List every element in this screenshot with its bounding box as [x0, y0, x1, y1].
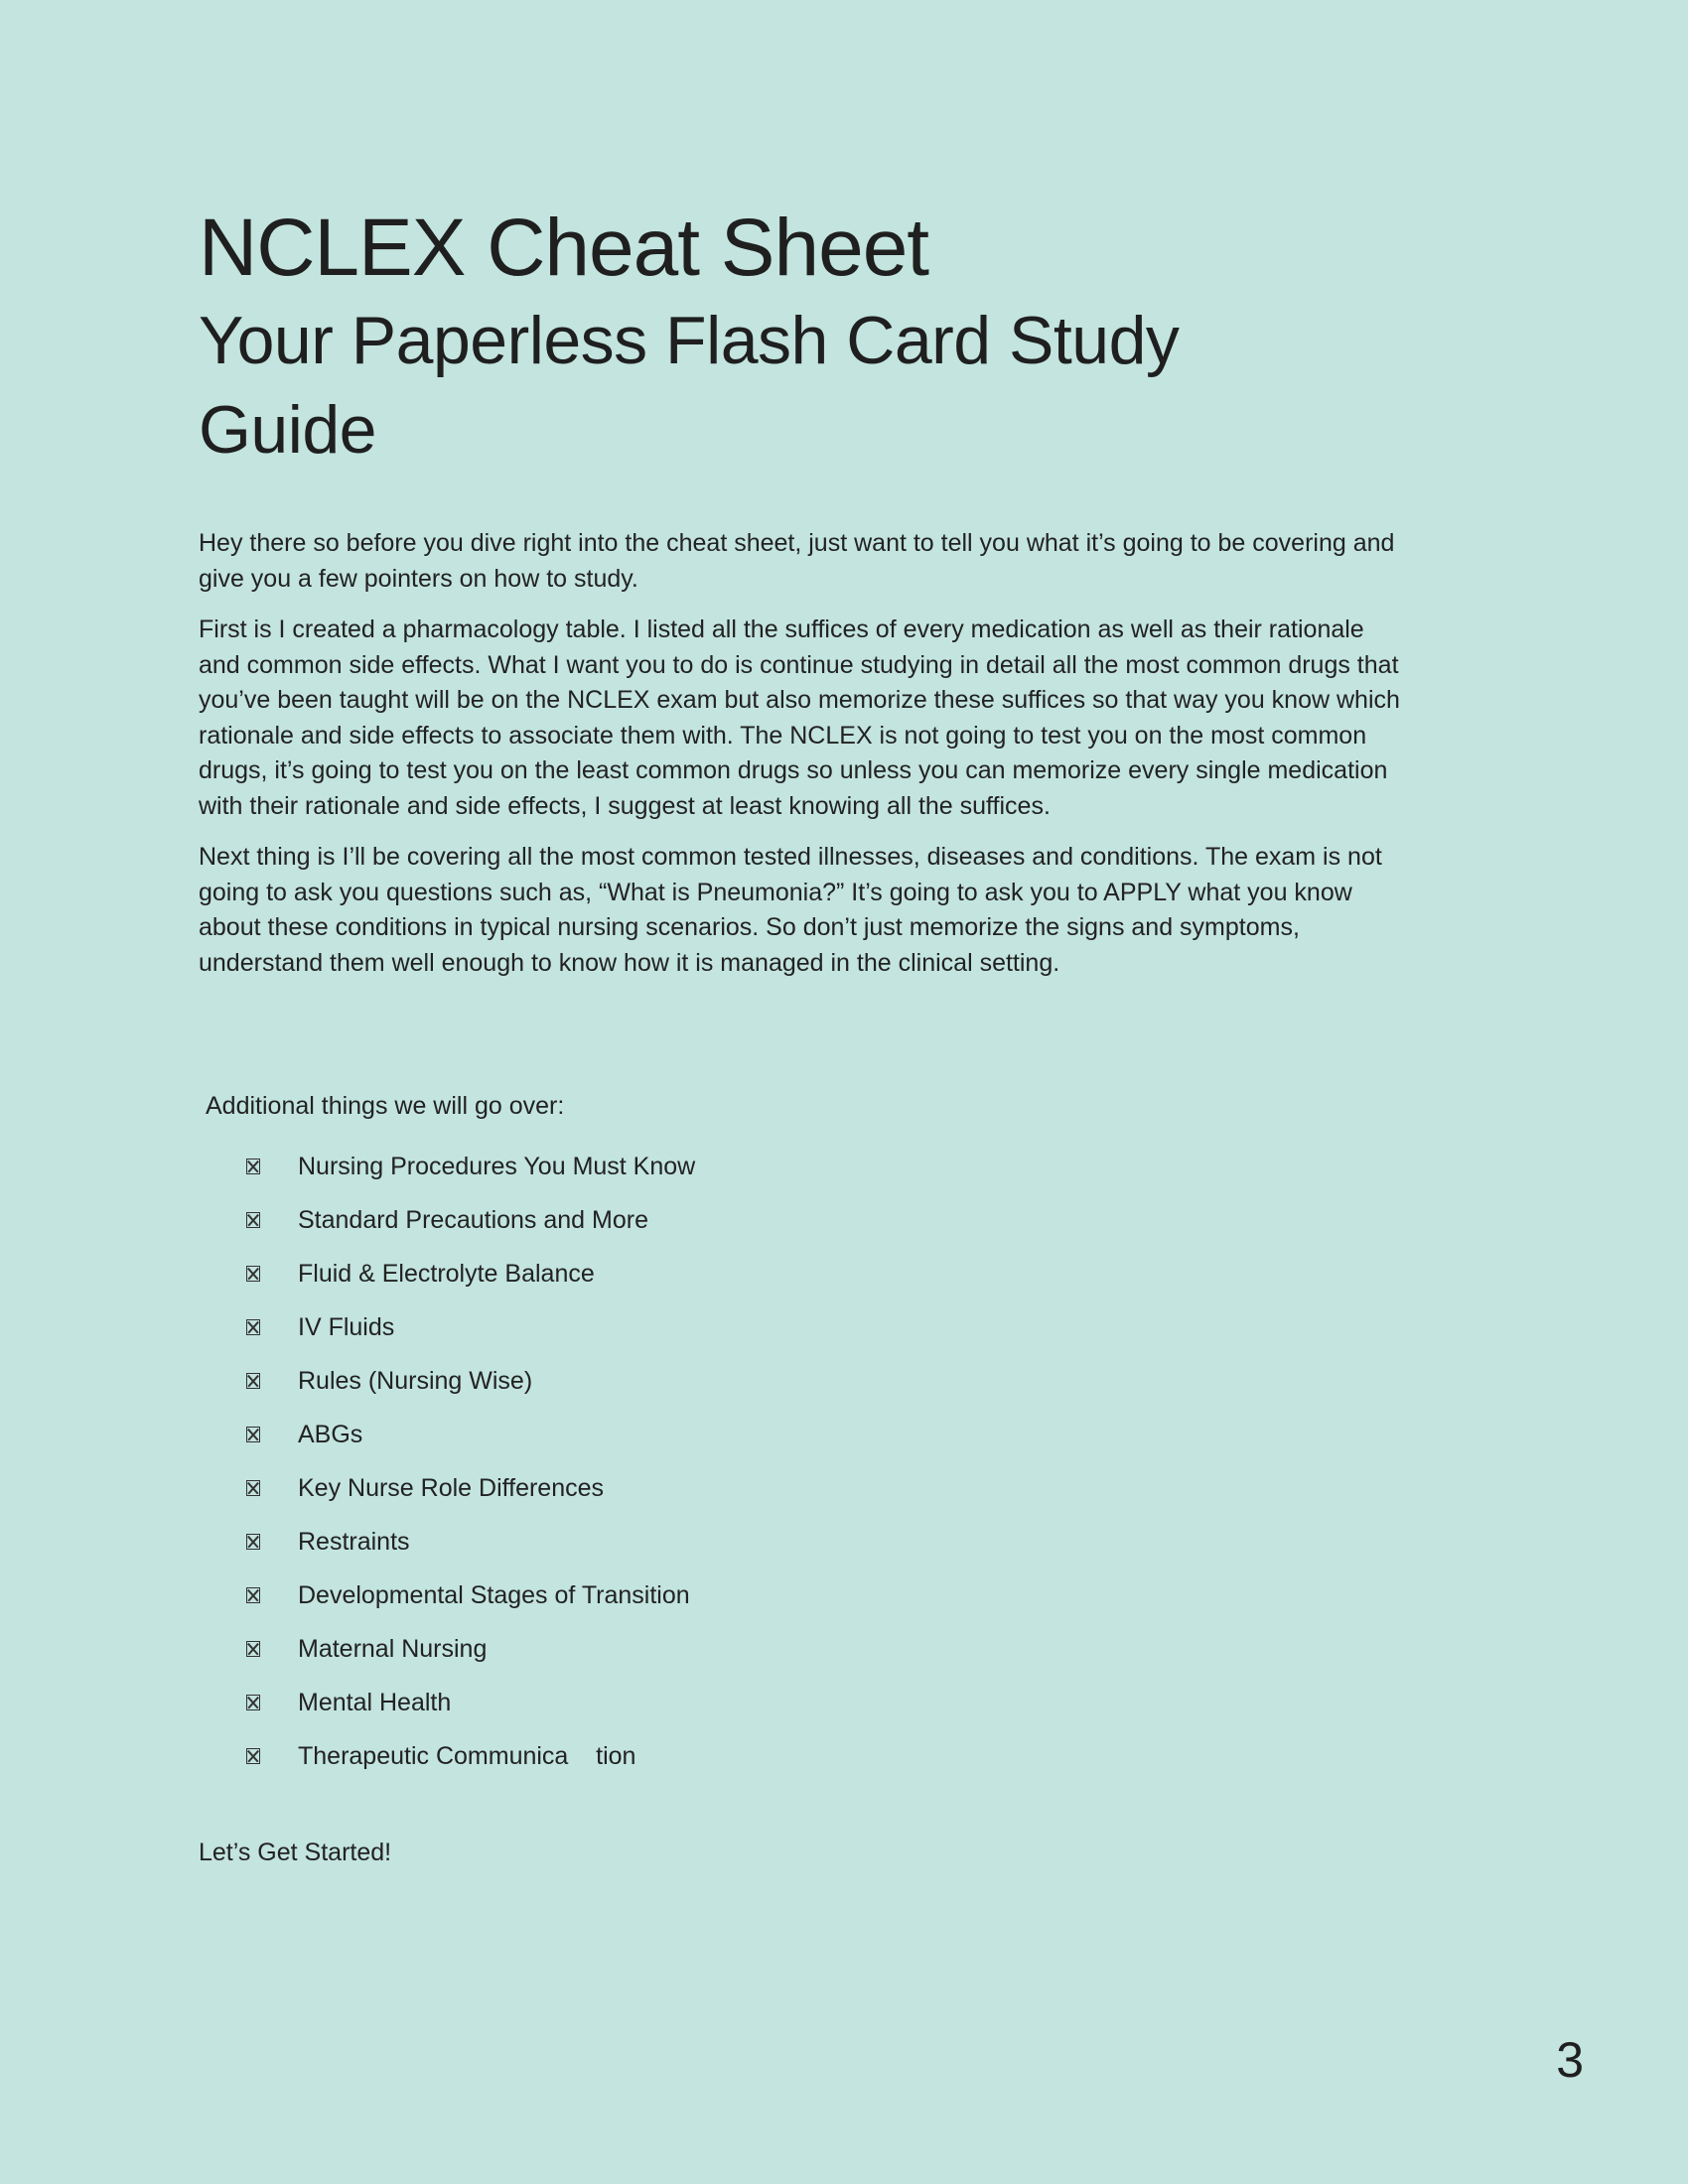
- intro-paragraph: Hey there so before you dive right into the cheat sheet, just want to tell you what it’s going to be covering and give you a few pointers on how to study.: [199, 529, 1395, 593]
- page-number: 3: [1556, 2032, 1584, 2088]
- list-item-label: Mental Health: [298, 1688, 452, 1716]
- closing-text: Let’s Get Started!: [199, 1839, 392, 1866]
- list-item-label: Fluid & Electrolyte Balance: [298, 1259, 595, 1288]
- checkbox-x-icon: [246, 1319, 260, 1335]
- list-item: [246, 1408, 695, 1461]
- list-item: [246, 1676, 695, 1729]
- intro-body: [199, 526, 1400, 997]
- list-item: [246, 1247, 695, 1300]
- list-item-label: Standard Precautions and More: [298, 1205, 648, 1234]
- checkbox-x-icon: [246, 1587, 260, 1603]
- topic-list: [246, 1140, 695, 1783]
- list-item: [246, 1569, 695, 1622]
- list-item: [246, 1140, 695, 1193]
- checkbox-x-icon: [246, 1212, 260, 1228]
- page-title: NCLEX Cheat Sheet: [199, 203, 929, 293]
- list-item: [246, 1622, 695, 1676]
- list-item: [246, 1515, 695, 1569]
- list-item-label: Nursing Procedures You Must Know: [298, 1152, 696, 1180]
- list-item: [246, 1729, 695, 1783]
- checkbox-x-icon: [246, 1159, 260, 1174]
- list-item-label: Developmental Stages of Transition: [298, 1580, 690, 1609]
- list-item-label: Key Nurse Role Differences: [298, 1473, 605, 1502]
- list-item: [246, 1300, 695, 1354]
- page-subtitle: Your Paperless Flash Card Study Guide: [199, 303, 1180, 468]
- checkbox-x-icon: [246, 1266, 260, 1282]
- list-item-label: Restraints: [298, 1527, 410, 1556]
- checkbox-x-icon: [246, 1373, 260, 1389]
- checkbox-x-icon: [246, 1427, 260, 1442]
- pharmacology-paragraph: First is I created a pharmacology table. I listed all the suffices of every medication as well as their rationale and common side effects. What I want you to do is continue studying in detail all the most common drugs that you’ve been taught will be on the NCLEX exam but also memorize these suffices so that way you know which rationale and side effects to associate them with. The NCLEX is not going to test you on the most common drugs, it’s going to test you on the least common drugs so unless you can memorize every single medication with their rationale and side effects, I suggest at least knowing all the suffices.: [199, 615, 1400, 820]
- list-item: [246, 1354, 695, 1408]
- list-item-label: Therapeutic Communica tion: [298, 1741, 636, 1770]
- checkbox-x-icon: [246, 1748, 260, 1764]
- list-item: [246, 1193, 695, 1247]
- list-item-label: ABGs: [298, 1420, 363, 1448]
- list-item-label: Maternal Nursing: [298, 1634, 488, 1663]
- list-item-label: Rules (Nursing Wise): [298, 1366, 533, 1395]
- checkbox-x-icon: [246, 1641, 260, 1657]
- list-intro: Additional things we will go over:: [206, 1092, 565, 1120]
- checkbox-x-icon: [246, 1480, 260, 1496]
- checkbox-x-icon: [246, 1534, 260, 1550]
- checkbox-x-icon: [246, 1695, 260, 1710]
- list-item-label: IV Fluids: [298, 1312, 395, 1341]
- conditions-paragraph: Next thing is I’ll be covering all the most common tested illnesses, diseases and conditions. The exam is not going to ask you questions such as, “What is Pneumonia?” It’s going to ask you to APPLY what you know about these conditions in typical nursing scenarios. So don’t just memorize the signs and symptoms, understand them well enough to know how it is managed in the clinical setting.: [199, 843, 1382, 977]
- list-item: [246, 1461, 695, 1515]
